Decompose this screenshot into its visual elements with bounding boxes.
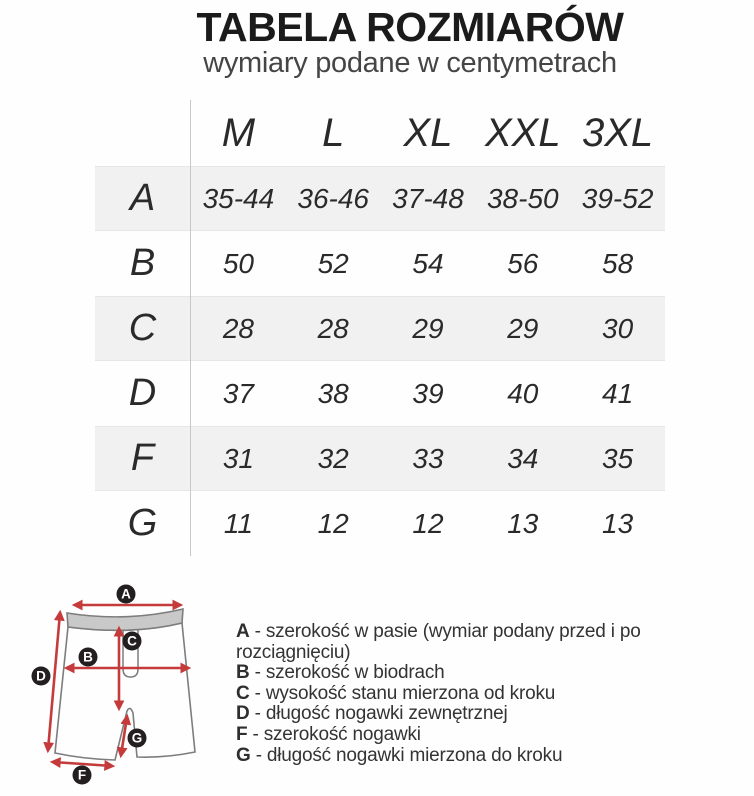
badge-a-label: A: [121, 586, 131, 602]
legend-letter: D: [236, 703, 250, 725]
table-header-row: [95, 100, 665, 166]
value-cell: 39: [412, 377, 444, 409]
legend-item-a: [236, 622, 748, 663]
legend-text: - wysokość stanu mierzona od kroku: [254, 682, 556, 704]
row-label: F: [95, 426, 191, 491]
table-row-g: [95, 491, 665, 556]
value-cell: 30: [602, 312, 634, 344]
value-cell: 35: [602, 442, 634, 474]
table-row-a: [95, 166, 665, 231]
table-row-d: [95, 361, 665, 426]
value-cell: 35-44: [202, 182, 275, 214]
corner-cell: [95, 100, 191, 166]
value-cell: 28: [222, 312, 254, 344]
value-cell: 12: [412, 507, 444, 539]
row-label: D: [95, 361, 191, 426]
arrow-f-leg-width: [53, 762, 112, 766]
legend-item-c: [236, 684, 748, 705]
value-cell: 33: [412, 442, 444, 474]
value-cell: 28: [317, 312, 349, 344]
badge-b-label: B: [83, 649, 93, 665]
table-row-c: [95, 296, 665, 361]
badge-f-label: F: [77, 767, 87, 783]
value-cell: 29: [507, 312, 539, 344]
header: [33, 6, 754, 78]
badge-c-label: C: [127, 633, 137, 649]
row-label: G: [95, 491, 191, 556]
value-cell: 37: [222, 377, 254, 409]
page-title: TABELA ROZMIARÓW: [196, 4, 624, 50]
value-cell: 32: [317, 442, 349, 474]
page-subtitle: wymiary podane w centymetrach: [203, 47, 617, 80]
legend-item-g: [236, 746, 748, 767]
legend-letter: A: [236, 621, 250, 642]
shorts-measurement-diagram: [20, 580, 230, 796]
size-col-xl: XL: [403, 110, 453, 155]
value-cell: 40: [507, 377, 539, 409]
row-label: B: [95, 231, 191, 296]
shorts-waistband: [67, 609, 183, 630]
value-cell: 41: [602, 377, 634, 409]
value-cell: 12: [317, 507, 349, 539]
legend-item-d: [236, 704, 748, 725]
legend-text: - szerokość w biodrach: [254, 662, 445, 684]
value-cell: 58: [602, 247, 634, 279]
value-cell: 56: [507, 247, 539, 279]
value-cell: 39-52: [581, 182, 654, 214]
legend-letter: B: [236, 662, 250, 684]
measurement-legend: [236, 622, 748, 766]
badge-g-label: G: [131, 730, 143, 746]
value-cell: 54: [412, 247, 444, 279]
row-label: C: [95, 296, 191, 361]
size-col-3xl: 3XL: [582, 110, 654, 155]
value-cell: 37-48: [392, 182, 464, 214]
badge-d-label: D: [36, 668, 46, 684]
value-cell: 11: [223, 507, 253, 539]
size-col-m: M: [221, 110, 256, 155]
value-cell: 36-46: [297, 182, 369, 214]
value-cell: 38-50: [486, 182, 559, 214]
value-cell: 52: [317, 247, 349, 279]
legend-text: - szerokość w pasie (wymiar podany przed i po rozciągnięciu): [236, 621, 641, 663]
value-cell: 38: [317, 377, 349, 409]
legend-item-b: [236, 663, 748, 684]
legend-text: - długość nogawki zewnętrznej: [254, 703, 508, 725]
value-cell: 13: [602, 507, 634, 539]
size-col-xxl: XXL: [484, 110, 561, 155]
legend-letter: F: [236, 723, 248, 745]
legend-letter: G: [236, 744, 251, 766]
row-label: A: [95, 166, 191, 231]
value-cell: 50: [222, 247, 254, 279]
value-cell: 34: [507, 442, 539, 474]
legend-letter: C: [236, 682, 250, 704]
size-table: [95, 100, 665, 556]
table-row-b: [95, 231, 665, 296]
legend-item-f: [236, 725, 748, 746]
legend-text: - długość nogawki mierzona do kroku: [255, 744, 563, 766]
value-cell: 29: [412, 312, 444, 344]
table-row-f: [95, 426, 665, 491]
value-cell: 13: [507, 507, 539, 539]
value-cell: 31: [222, 442, 254, 474]
size-col-l: L: [322, 110, 345, 155]
legend-text: - szerokość nogawki: [252, 723, 421, 745]
